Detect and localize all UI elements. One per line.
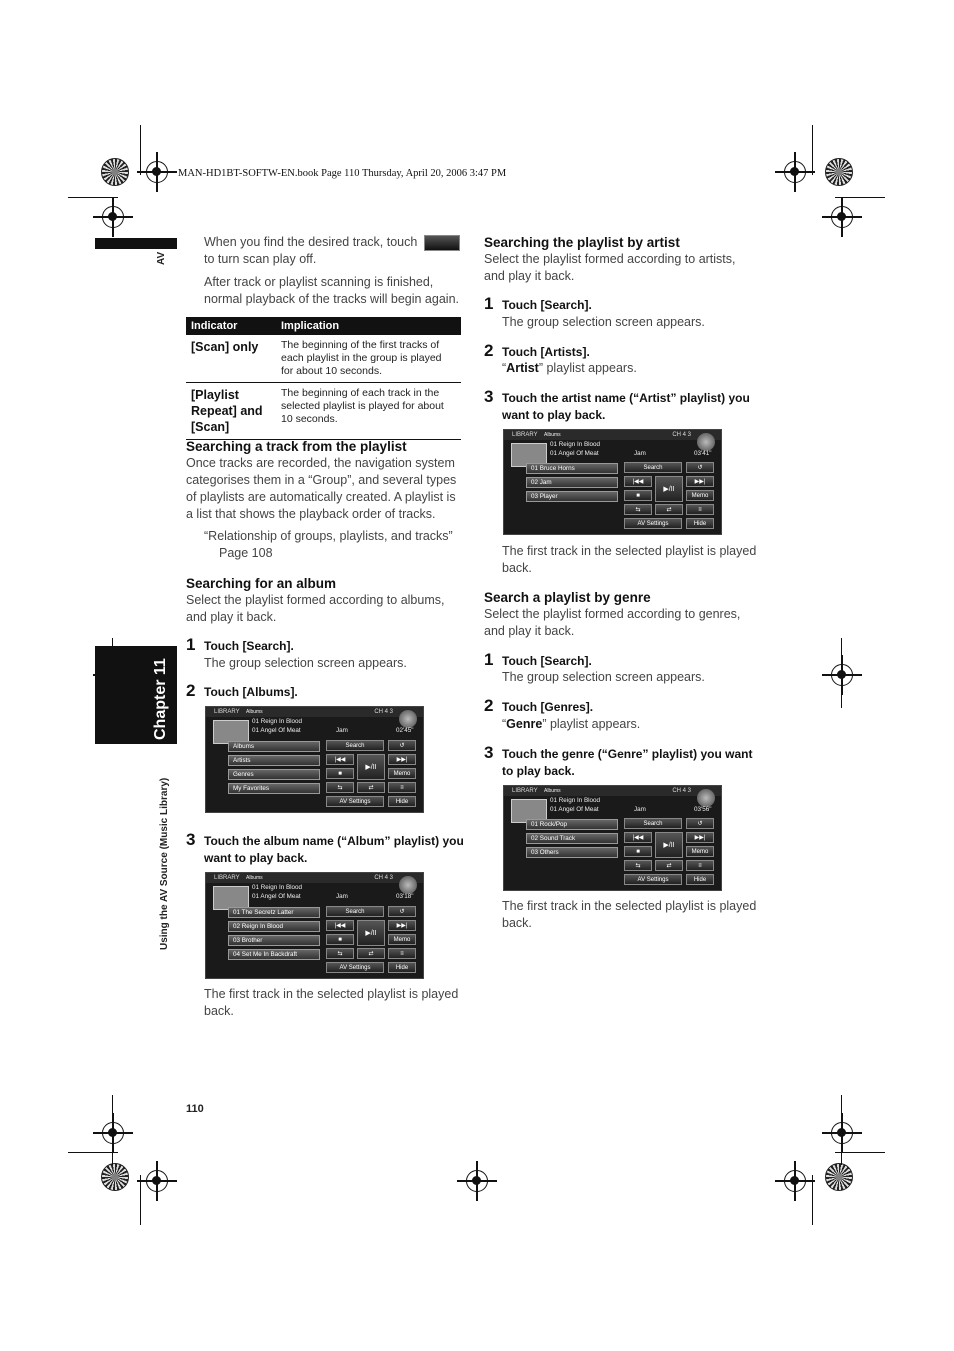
step-number: 3 [186, 830, 196, 849]
registration-target-bottom-right [825, 1163, 853, 1191]
step-title: Touch the genre (“Genre” playlist) you want to play back. [502, 747, 753, 778]
list-item[interactable]: Genres [228, 769, 320, 780]
note-artist: The first track in the selected playlist is played back. [502, 544, 757, 575]
list-item[interactable]: 02 Sound Track [526, 833, 618, 844]
reference-note: “Relationship of groups, playlists, and tracks” Page 108 [204, 529, 453, 560]
trim-line [140, 125, 141, 175]
section-body-artist: Select the playlist formed according to artists, and play it back. [484, 252, 736, 283]
hide-button[interactable]: Hide [388, 962, 416, 973]
memo-button[interactable]: Memo [388, 768, 416, 779]
step-desc: “Genre” playlist appears. [502, 717, 641, 731]
av-settings-button[interactable]: AV Settings [624, 874, 682, 885]
disc-icon [697, 789, 715, 807]
memo-button[interactable]: Memo [388, 934, 416, 945]
return-button[interactable]: ↺ [686, 818, 714, 829]
trim-line [841, 1095, 842, 1165]
step-number: 3 [484, 743, 494, 762]
list-item[interactable]: 03 Player [526, 491, 618, 502]
list-button[interactable]: ≡ [686, 504, 714, 515]
step-title: Touch the album name (“Album” playlist) you want to play back. [204, 834, 464, 865]
hide-button[interactable]: Hide [686, 518, 714, 529]
search-button[interactable]: Search [326, 906, 384, 917]
list-item[interactable]: 02 Reign In Blood [228, 921, 320, 932]
play-pause-button[interactable]: ▶/II [357, 920, 385, 946]
hide-button[interactable]: Hide [686, 874, 714, 885]
crop-mark [102, 1122, 124, 1144]
step-number: 1 [186, 635, 196, 654]
step-title: Touch [Albums]. [204, 685, 298, 699]
step-desc: The group selection screen appears. [204, 656, 407, 670]
crop-mark [831, 1122, 853, 1144]
disc-icon [697, 433, 715, 451]
indicator-table [186, 317, 461, 440]
list-item[interactable]: 01 The Secretz Latter [228, 907, 320, 918]
crop-mark [146, 1170, 168, 1192]
list-item[interactable]: 01 Bruce Horns [526, 463, 618, 474]
av-settings-button[interactable]: AV Settings [326, 796, 384, 807]
list-item[interactable]: My Favorites [228, 783, 320, 794]
disc-icon [399, 876, 417, 894]
step-title: Touch the artist name (“Artist” playlist) you want to play back. [502, 391, 750, 422]
crop-mark [102, 206, 124, 228]
step-desc: The group selection screen appears. [502, 315, 705, 329]
random-button[interactable]: ⇄ [357, 782, 385, 793]
section-label: Using the AV Source (Music Library) [159, 777, 170, 950]
scan-button[interactable]: ■ [624, 846, 652, 857]
step-number: 2 [484, 696, 494, 715]
section-title-genre: Search a playlist by genre [484, 590, 651, 605]
hide-button[interactable]: Hide [388, 796, 416, 807]
av-settings-button[interactable]: AV Settings [326, 962, 384, 973]
crop-mark [831, 664, 853, 686]
next-button[interactable]: ▶▶| [388, 920, 416, 931]
section-body-genre: Select the playlist formed according to genres, and play it back. [484, 607, 741, 638]
repeat-button[interactable]: ⇆ [624, 860, 652, 871]
return-button[interactable]: ↺ [686, 462, 714, 473]
scan-button[interactable]: ■ [326, 934, 354, 945]
step-number: 1 [484, 650, 494, 669]
repeat-button[interactable]: ⇆ [326, 782, 354, 793]
list-item[interactable]: 02 Jam [526, 477, 618, 488]
step-number: 2 [186, 681, 196, 700]
crop-mark [831, 206, 853, 228]
prev-button[interactable]: |◀◀ [326, 920, 354, 931]
trim-line [835, 197, 885, 198]
trim-line [68, 1152, 118, 1153]
list-button[interactable]: ≡ [388, 782, 416, 793]
step-title: Touch [Search]. [502, 654, 592, 668]
return-button[interactable]: ↺ [388, 740, 416, 751]
step-desc: “Artist” playlist appears. [502, 361, 637, 375]
return-button[interactable]: ↺ [388, 906, 416, 917]
repeat-button[interactable]: ⇆ [326, 948, 354, 959]
step-title: Touch [Artists]. [502, 345, 590, 359]
scan-button[interactable]: ■ [624, 490, 652, 501]
random-button[interactable]: ⇄ [655, 504, 683, 515]
step-desc: The group selection screen appears. [502, 670, 705, 684]
prev-button[interactable]: |◀◀ [624, 832, 652, 843]
next-button[interactable]: ▶▶| [388, 754, 416, 765]
section-body-track-from-playlist: Once tracks are recorded, the navigation system categorises them in a “Group”, and several types of playlists are automatically created. A playlist is a list that shows the playback order of tracks. [186, 456, 457, 521]
step-title: Touch [Search]. [502, 298, 592, 312]
random-button[interactable]: ⇄ [357, 948, 385, 959]
sidebar-av-label: AV [156, 251, 167, 265]
list-item[interactable]: 01 Rock/Pop [526, 819, 618, 830]
section-title-artist: Searching the playlist by artist [484, 235, 680, 250]
trim-line [68, 197, 118, 198]
screenshot-albums: LIBRARY Albums CH 4 3 01 Reign In Blood 01 Angel Of Meat Jam 02'45" Albums Artists Genres My Favorites Search ↺ |◀◀ ▶/II ▶▶| ■ Memo ⇆ ⇄ ≡ AV Settings Hide [205, 706, 424, 813]
screenshot-genre-list: LIBRARY Albums CH 4 3 01 Reign In Blood 01 Angel Of Meat Jam 03'56" 01 Rock/Pop 02 Sound Track 03 Others Search ↺ |◀◀ ▶/II ▶▶| ■ Memo ⇆ ⇄ ≡ AV Settings Hide [503, 785, 722, 891]
prev-button[interactable]: |◀◀ [624, 476, 652, 487]
scan-button[interactable]: ■ [326, 768, 354, 779]
memo-button[interactable]: Memo [686, 490, 714, 501]
random-button[interactable]: ⇄ [655, 860, 683, 871]
registration-target-top-right [825, 158, 853, 186]
av-settings-button[interactable]: AV Settings [624, 518, 682, 529]
section-body-album: Select the playlist formed according to albums, and play it back. [186, 593, 445, 624]
trim-line [112, 1095, 113, 1165]
sidebar-av-bar [95, 238, 177, 249]
intro-paragraph-2: After track or playlist scanning is finished, normal playback of the tracks will begin again. [204, 275, 459, 306]
play-pause-button[interactable]: ▶/II [357, 754, 385, 780]
trim-line [841, 638, 842, 708]
list-item[interactable]: 03 Others [526, 847, 618, 858]
file-header: MAN-HD1BT-SOFTW-EN.book Page 110 Thursday, April 20, 2006 3:47 PM [178, 168, 507, 179]
play-pause-button[interactable]: ▶/II [655, 476, 683, 502]
crop-mark [466, 1170, 488, 1192]
note-genre: The first track in the selected playlist is played back. [502, 899, 757, 930]
search-button[interactable]: Search [624, 462, 682, 473]
trim-line [835, 1152, 885, 1153]
registration-target-bottom-left [101, 1163, 129, 1191]
scan-off-icon [424, 235, 460, 251]
search-button[interactable]: Search [624, 818, 682, 829]
step-title: Touch [Genres]. [502, 700, 594, 714]
list-item[interactable]: Albums [228, 741, 320, 752]
repeat-button[interactable]: ⇆ [624, 504, 652, 515]
search-button[interactable]: Search [326, 740, 384, 751]
table-header-implication: Implication [276, 317, 461, 335]
section-title-track-from-playlist: Searching a track from the playlist [186, 439, 407, 454]
list-item[interactable]: 03 Brother [228, 935, 320, 946]
registration-target-top-left [101, 158, 129, 186]
chapter-label: Chapter 11 [152, 658, 169, 740]
crop-mark [784, 1170, 806, 1192]
step-number: 2 [484, 341, 494, 360]
disc-icon [399, 710, 417, 728]
trim-line [812, 125, 813, 175]
next-button[interactable]: ▶▶| [686, 832, 714, 843]
memo-button[interactable]: Memo [686, 846, 714, 857]
screenshot-artist-list: LIBRARY Albums CH 4 3 01 Reign In Blood 01 Angel Of Meat Jam 03'41" 01 Bruce Horns 02 Jam 03 Player Search ↺ |◀◀ ▶/II ▶▶| ■ Memo ⇆ ⇄ ≡ AV Settings Hide [503, 429, 722, 535]
table-row: [Playlist Repeat] and [Scan] The beginning of each track in the selected playlist is played for about 10 seconds. [186, 383, 461, 440]
page-number: 110 [186, 1103, 204, 1115]
prev-button[interactable]: |◀◀ [326, 754, 354, 765]
step-title: Touch [Search]. [204, 639, 294, 653]
list-item[interactable]: Artists [228, 755, 320, 766]
intro-paragraph-1: When you find the desired track, touch to turn scan play off. [204, 234, 469, 268]
final-note-album: The first track in the selected playlist is played back. [204, 987, 459, 1018]
next-button[interactable]: ▶▶| [686, 476, 714, 487]
list-button[interactable]: ≡ [686, 860, 714, 871]
section-title-album: Searching for an album [186, 576, 337, 591]
crop-mark [146, 161, 168, 183]
step-number: 3 [484, 387, 494, 406]
step-number: 1 [484, 294, 494, 313]
screenshot-album-list: LIBRARY Albums CH 4 3 01 Reign In Blood 01 Angel Of Meat Jam 03'18" 01 The Secretz Latter 02 Reign In Blood 03 Brother 04 Set Me In Backdraft Search ↺ |◀◀ ▶/II ▶▶| ■ Memo ⇆ ⇄ ≡ AV Settings Hide [205, 872, 424, 979]
list-button[interactable]: ≡ [388, 948, 416, 959]
crop-mark [784, 161, 806, 183]
table-header-indicator: Indicator [186, 317, 276, 335]
table-row: [Scan] only The beginning of the first tracks of each playlist in the group is played for about 10 seconds. [186, 335, 461, 383]
list-item[interactable]: 04 Set Me In Backdraft [228, 949, 320, 960]
trim-line [812, 1175, 813, 1225]
trim-line [140, 1175, 141, 1225]
play-pause-button[interactable]: ▶/II [655, 832, 683, 858]
